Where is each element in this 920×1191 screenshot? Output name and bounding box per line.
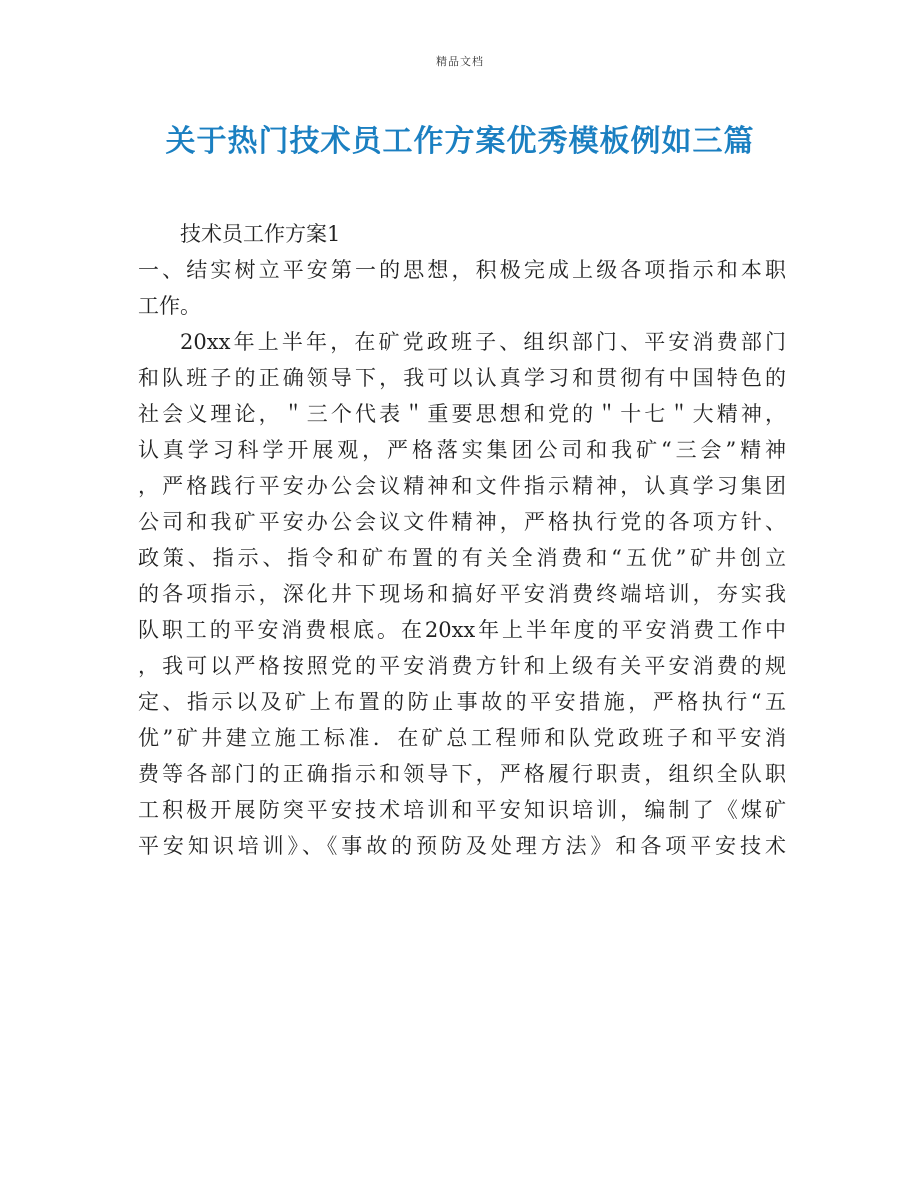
paragraph-line: 队职工的平安消费根底。在20xx年上半年度的平安消费工作中 <box>138 618 786 642</box>
paragraph-line: 和队班子的正确领导下，我可以认真学习和贯彻有中国特色的 <box>138 366 786 390</box>
paragraph-line: 费等各部门的正确指示和领导下，严格履行职责，组织全队职 <box>138 762 786 786</box>
paragraph-line: 认真学习科学开展观，严格落实集团公司和我矿“三会”精神 <box>138 438 786 462</box>
point-one-line: 一、结实树立平安第一的思想，积极完成上级各项指示和本职 <box>138 258 786 282</box>
paragraph-line: 社会义理论，＂三个代表＂重要思想和党的＂十七＂大精神， <box>138 402 786 426</box>
page-header-label: 精品文档 <box>436 55 484 68</box>
paragraph-line: 政策、指示、指令和矿布置的有关全消费和“五优”矿井创立 <box>138 546 786 570</box>
paragraph-line: 平安知识培训》、《事故的预防及处理方法》和各项平安技术 <box>138 834 786 858</box>
document-body <box>138 216 786 864</box>
paragraph-line: 定、指示以及矿上布置的防止事故的平安措施，严格执行“五 <box>138 690 786 714</box>
point-one-line: 工作。 <box>138 294 201 318</box>
document-title: 关于热门技术员工作方案优秀模板例如三篇 <box>165 124 755 159</box>
paragraph-line: 优”矿井建立施工标准．在矿总工程师和队党政班子和平安消 <box>138 726 786 750</box>
paragraph-line: 20xx年上半年，在矿党政班子、组织部门、平安消费部门 <box>180 330 786 354</box>
paragraph-line: 工积极开展防突平安技术培训和平安知识培训，编制了《煤矿 <box>138 798 786 822</box>
paragraph-line: 公司和我矿平安办公会议文件精神，严格执行党的各项方针、 <box>138 510 786 534</box>
section-heading: 技术员工作方案1 <box>180 222 341 246</box>
paragraph-line: 的各项指示，深化井下现场和搞好平安消费终端培训，夯实我 <box>138 582 786 606</box>
paragraph-line: ，严格践行平安办公会议精神和文件指示精神，认真学习集团 <box>138 474 786 498</box>
paragraph-line: ，我可以严格按照党的平安消费方针和上级有关平安消费的规 <box>138 654 786 678</box>
